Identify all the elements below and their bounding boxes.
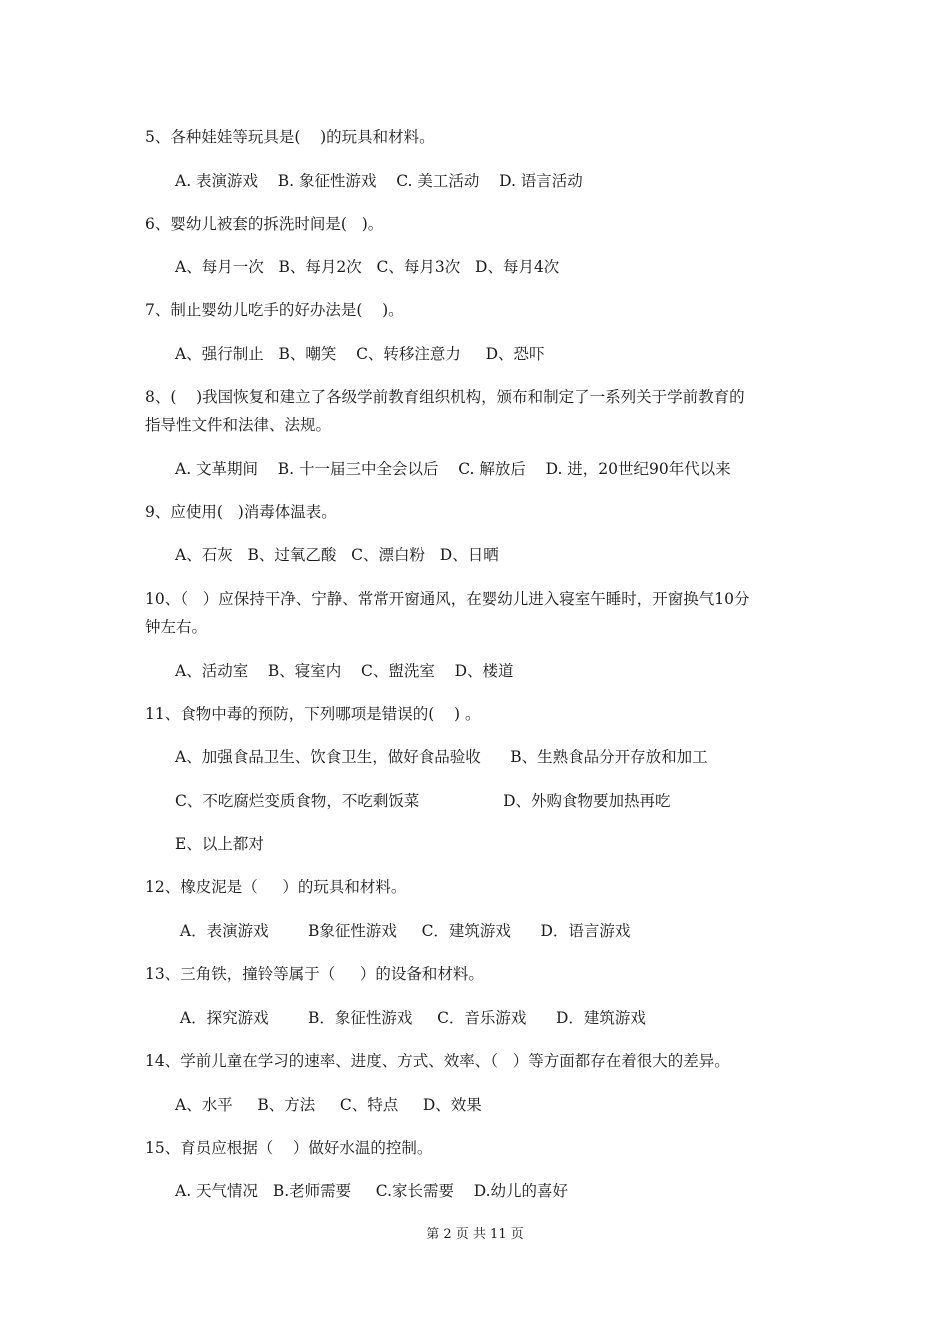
question-13: 13、三角铁，撞铃等属于（ ）的设备和材料。 [145,965,484,983]
question-8: 8、( )我国恢复和建立了各级学前教育组织机构，颁布和制定了一系列关于学前教育的 [145,388,745,406]
question-5: 5、各种娃娃等玩具是( )的玩具和材料。 [145,128,435,146]
question-15: 15、育员应根据（ ）做好水温的控制。 [145,1139,433,1157]
options-8: A. 文革期间 B. 十一届三中全会以后 C. 解放后 D. 进，20世纪90年代以来 [175,460,731,478]
options-6: A、每月一次 B、每月2次 C、每月3次 D、每月4次 [175,258,560,276]
options-11-ab: A、加强食品卫生、饮食卫生，做好食品验收 B、生熟食品分开存放和加工 [175,748,708,766]
options-7: A、强行制止 B、嘲笑 C、转移注意力 D、恐吓 [175,345,545,363]
question-9: 9、应使用( )消毒体温表。 [145,503,337,521]
question-12: 12、橡皮泥是（ ）的玩具和材料。 [145,878,407,896]
options-10: A、活动室 B、寝室内 C、盥洗室 D、楼道 [175,662,514,680]
question-10: 10、（ ）应保持干净、宁静、常常开窗通风，在婴幼儿进入寝室午睡时，开窗换气10分 [145,590,750,608]
options-5: A. 表演游戏 B. 象征性游戏 C. 美工活动 D. 语言活动 [175,172,583,190]
options-14: A、水平 B、方法 C、特点 D、效果 [175,1096,482,1114]
question-7: 7、制止婴幼儿吃手的好办法是( )。 [145,301,404,319]
question-14: 14、学前儿童在学习的速率、进度、方式、效率、（ ）等方面都存在着很大的差异。 [145,1052,730,1070]
options-11-cd: C、不吃腐烂变质食物，不吃剩饭菜 D、外购食物要加热再吃 [175,792,671,810]
options-11-e: E、以上都对 [175,835,264,853]
options-12: A．表演游戏 B象征性游戏 C．建筑游戏 D．语言游戏 [175,922,631,940]
question-8-cont: 指导性文件和法律、法规。 [145,416,332,434]
options-15: A. 天气情况 B.老师需要 C.家长需要 D.幼儿的喜好 [175,1182,569,1200]
question-6: 6、婴幼儿被套的拆洗时间是( )。 [145,215,384,233]
question-10-cont: 钟左右。 [145,618,208,636]
options-9: A、石灰 B、过氧乙酸 C、漂白粉 D、日晒 [175,546,499,564]
question-11: 11、食物中毒的预防，下列哪项是错误的( ) 。 [145,705,481,723]
page-footer: 第 2 页 共 11 页 [426,1227,524,1242]
options-13: A．探究游戏 B．象征性游戏 C．音乐游戏 D．建筑游戏 [175,1009,646,1027]
